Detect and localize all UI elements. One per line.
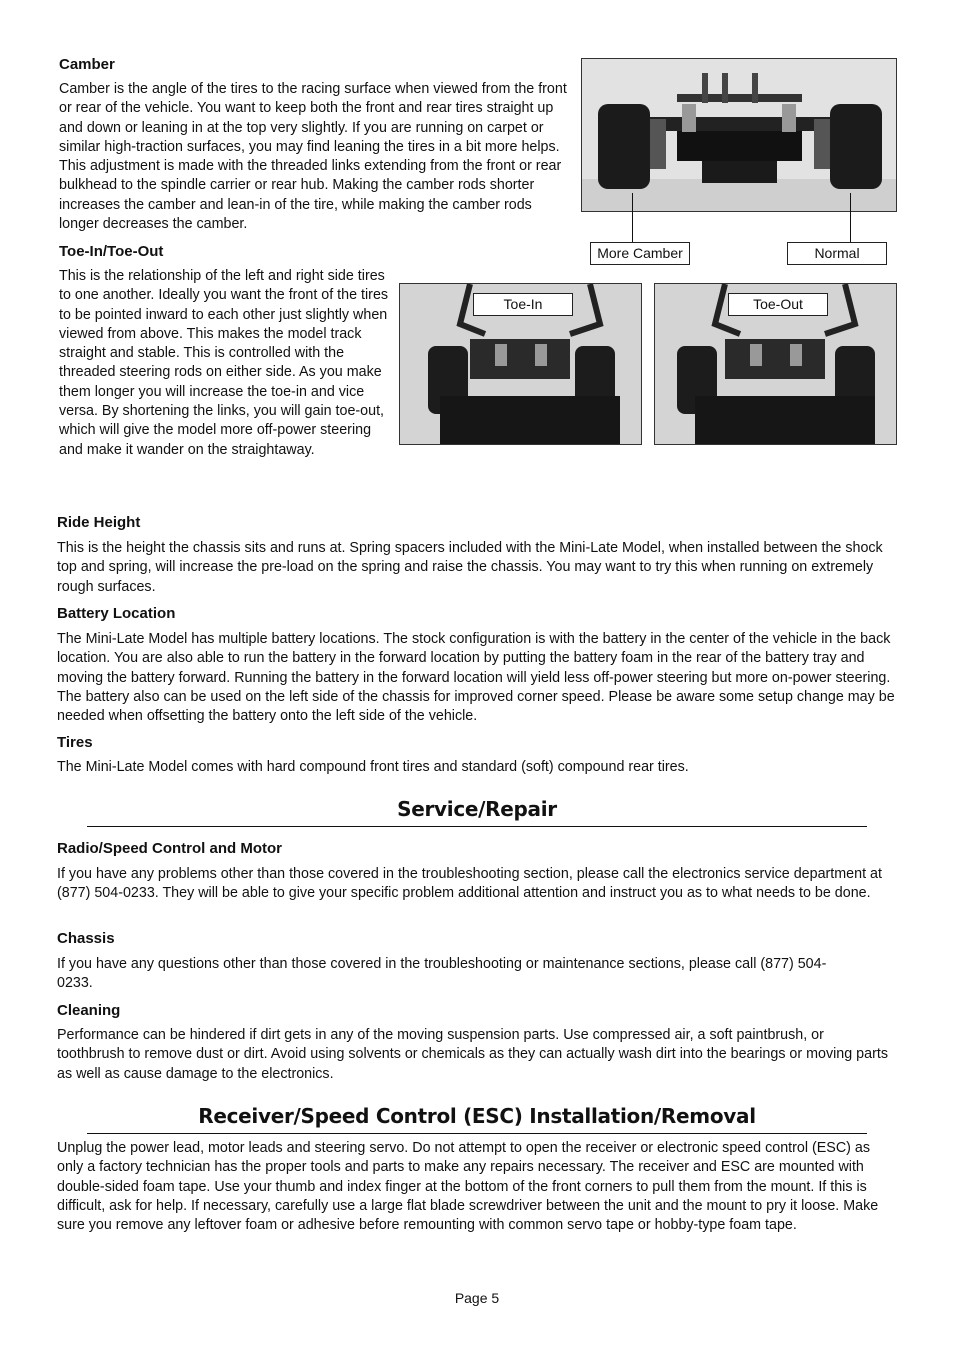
more-camber-leader <box>632 193 633 243</box>
more-camber-label: More Camber <box>590 242 690 265</box>
page-number: Page 5 <box>454 1290 500 1306</box>
camber-heading: Camber <box>59 56 115 73</box>
toe-in-label: Toe-In <box>473 293 573 316</box>
cleaning-heading: Cleaning <box>57 1002 121 1019</box>
service-title: Service/Repair <box>397 797 557 821</box>
receiver-text: Unplug the power lead, motor leads and steering servo. Do not attempt to open the receiver or electronic speed control (ESC) as only a factory technician has the proper tools and parts to make any repairs necessary. The receiver and ESC are mounted with double-sided foam tape. Use your thumb and index finger at the bottom of the front corners to pull them from the mount. If this is difficult, ask for help. If necessary, carefully use a large flat blade screwdriver between the unit and the mount to pry it loose. Make sure you remove any leftover foam or adhesive before remounting with common servo tape or hobby-type foam tape. <box>57 1140 879 1234</box>
chassis-heading: Chassis <box>57 930 115 947</box>
ride-height-heading: Ride Height <box>57 514 141 531</box>
toe-text: This is the relationship of the left and right side tires to one another. Ideally you want the front of the tires to be pointed inward to each other just slightly when viewed from above. This makes the model track straight and stable. This is controlled with the threaded steering rods on either side. As you make them longer you will increase the toe-in and vice versa. By shortening the links, you will gain toe-out, which will give the model more off-power steering and make it wander on the straightaway. <box>59 268 389 458</box>
normal-label: Normal <box>787 242 887 265</box>
toe-out-label: Toe-Out <box>728 293 828 316</box>
cleaning-text: Performance can be hindered if dirt gets in any of the moving suspension parts. Use compressed air, a soft paintbrush, or toothbrush to remove dust or dirt. Avoid using solvents or chemicals as they can actually wash dirt into the bearings or moving parts as well as cause damage to the electronics. <box>57 1027 888 1082</box>
camber-photo <box>581 58 897 212</box>
normal-leader <box>850 193 851 243</box>
tires-text: The Mini-Late Model comes with hard compound front tires and standard (soft) compound rear tires. <box>57 759 689 775</box>
service-rule <box>87 826 867 827</box>
battery-heading: Battery Location <box>57 605 176 622</box>
receiver-title: Receiver/Speed Control (ESC) Installation/Removal <box>198 1104 756 1128</box>
battery-text: The Mini-Late Model has multiple battery locations. The stock configuration is with the battery in the center of the vehicle in the back location. You are also able to run the battery in the forward location by putting the battery foam in the rear of the battery tray and moving the battery forward. Running the battery in the forward location will yield less off-power steering but more on-power steering. The battery also can be used on the left side of the chassis for improved corner speed. Please be aware some setup change may be needed when offsetting the battery onto the left side of the vehicle. <box>57 631 895 725</box>
camber-text: Camber is the angle of the tires to the racing surface when viewed from the front or rear of the vehicle. You want to keep both the front and rear tires straight up and down or leaning in at the top very slightly. If you are running on carpet or similar high-traction surfaces, you may find leaning the tires in a bit more helps. This adjustment is made with the threaded links extending from the front or rear bulkhead to the spindle carrier or rear hub. Making the camber rods shorter increases the camber and lean-in of the tire, while making the camber rods longer decreases the camber. <box>59 81 567 233</box>
receiver-rule <box>87 1133 867 1134</box>
radio-text: If you have any problems other than those covered in the troubleshooting section, please call the electronics service department at (877) 504-0233. They will be able to give your specific problem additional attention and instruct you as to what needs to be done. <box>57 866 882 902</box>
ride-height-text: This is the height the chassis sits and runs at. Spring spacers included with the Mini-Late Model, when installed between the shock top and spring, will increase the pre-load on the spring and raise the chassis. You may want to try this when running on extremely rough surfaces. <box>57 540 883 595</box>
radio-heading: Radio/Speed Control and Motor <box>57 840 282 857</box>
chassis-text: If you have any questions other than those covered in the troubleshooting or maintenance sections, please call (877) 504-0233. <box>57 956 827 992</box>
toe-heading: Toe-In/Toe-Out <box>59 243 164 260</box>
tires-heading: Tires <box>57 734 93 751</box>
